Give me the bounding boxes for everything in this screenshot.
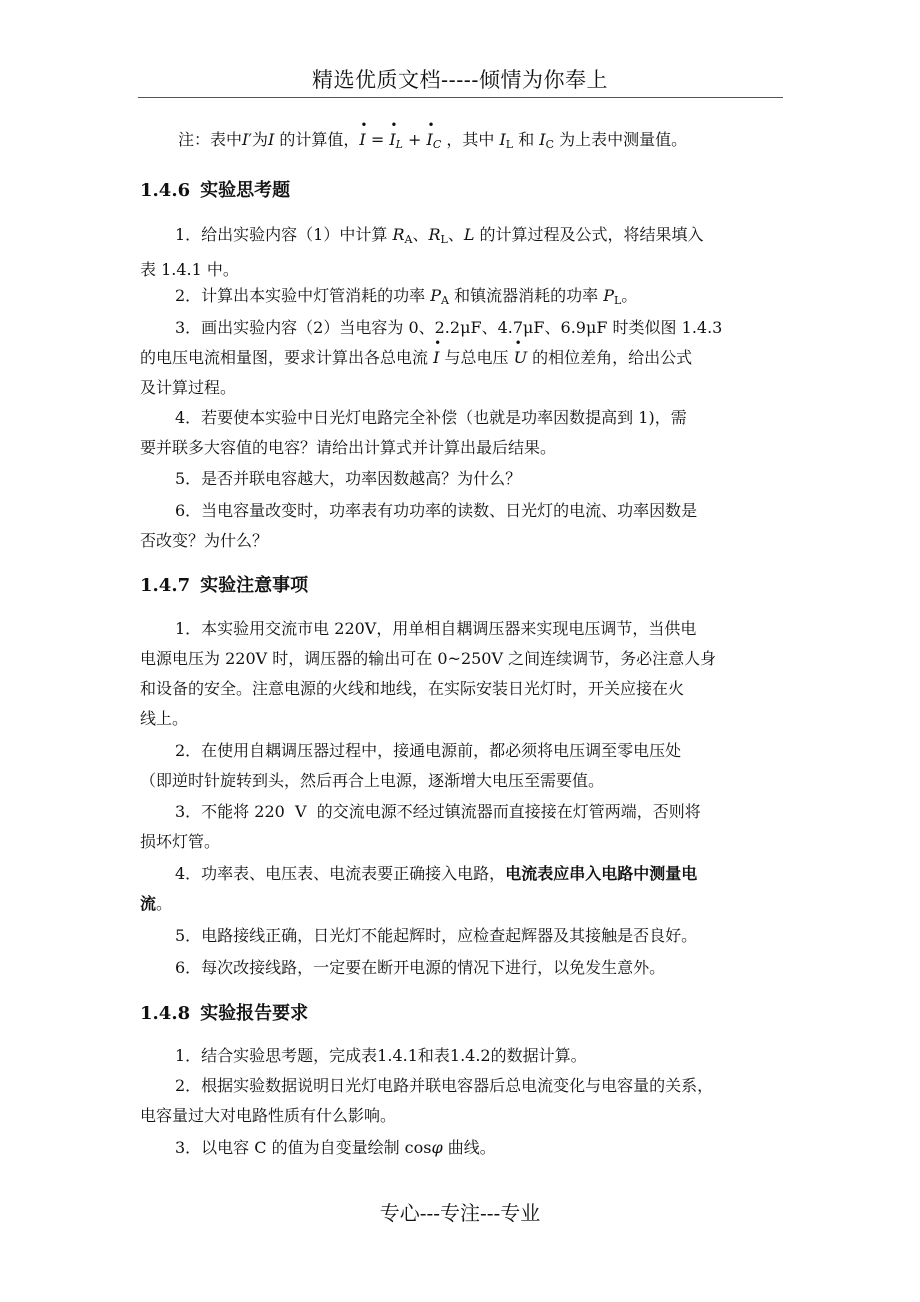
list-item: 2．在使用自耦调压器过程中，接通电源前，都必须将电压调至零电压处 （即逆时针旋转到头，然后再合上电源，逐渐增大电压至需要值。 — [140, 741, 682, 790]
list-item: 6．当电容量改变时，功率表有功功率的读数、日光灯的电流、功率因数是 否改变？为什么？ — [140, 501, 698, 550]
list-item: 2．计算出本实验中灯管消耗的功率 $P_A$ 和镇流器消耗的功率 $P_L$。 — [175, 286, 638, 307]
section-number: 1.4.8 — [140, 1003, 191, 1024]
page-footer: 专心---专注---专业 — [379, 1201, 541, 1225]
list-item: 1．给出实验内容（1）中计算 $R_A$、$R_L$、L 的计算过程及公式，将结果填入 表 1.4.1 中。 — [140, 225, 704, 279]
list-item: 4．若要使本实验中日光灯电路完全补偿（也就是功率因数提高到 1)，需 要并联多大容值的电容？请给出计算式并计算出最后结果。 — [140, 408, 687, 457]
list-item: 3．以电容 C 的值为自变量绘制 cosφ 曲线。 — [175, 1138, 496, 1157]
list-item: 4．功率表、电压表、电流表要正确接入电路，电流表应串入电路中测量电 流。 — [140, 864, 698, 913]
list-item: 1．本实验用交流市电 220V，用单相自耦调压器来实现电压调节，当供电 电源电压为 220V 时，调压器的输出可在 0~250V 之间连续调节，务必注意人身 和设备的安全。注意电源的火线和地线，在实际安装日光灯时，开关应接在火 线上。 — [140, 619, 717, 728]
list-item: 6．每次改接线路，一定要在断开电源的情况下进行，以免发生意外。 — [175, 958, 666, 977]
list-item: 3．画出实验内容（2）当电容为 0、2.2μF、4.7μF、6.9μF 时类似图 1.4.3 的电压电流相量图，要求计算出各总电流 • I 与总电压 • U 的相位差角，给出公式 及计算过程。 — [140, 313, 785, 403]
list-item: 2．根据实验数据说明日光灯电路并联电容器后总电流变化与电容量的关系， 电容量过大对电路性质有什么影响。 — [140, 1076, 714, 1125]
section-title: 实验注意事项 — [200, 575, 309, 596]
table-note: 注：表中I′为I 的计算值，• I = • $I_L$ + • $I_C$ ，其中 $I_L$ 和 $I_C$ 为上表中测量值。 — [178, 125, 823, 160]
section-number: 1.4.6 — [140, 180, 191, 201]
section-number: 1.4.7 — [140, 575, 191, 596]
section-heading — [140, 176, 290, 202]
section-title: 实验报告要求 — [200, 1003, 309, 1024]
section-heading — [140, 571, 308, 597]
list-item: 5．电路接线正确，日光灯不能起辉时，应检查起辉器及其接触是否良好。 — [175, 926, 698, 945]
list-item: 5．是否并联电容越大，功率因数越高？为什么？ — [175, 469, 522, 488]
header-rule — [138, 97, 783, 98]
page-header: 精选优质文档-----倾情为你奉上 — [312, 68, 608, 92]
section-heading — [140, 999, 308, 1025]
list-item: 3．不能将 220 V 的交流电源不经过镇流器而直接接在灯管两端，否则将 损坏灯管。 — [140, 802, 701, 851]
section-title: 实验思考题 — [200, 180, 291, 201]
list-item: 1．结合实验思考题，完成表1.4.1和表1.4.2的数据计算。 — [175, 1046, 587, 1065]
